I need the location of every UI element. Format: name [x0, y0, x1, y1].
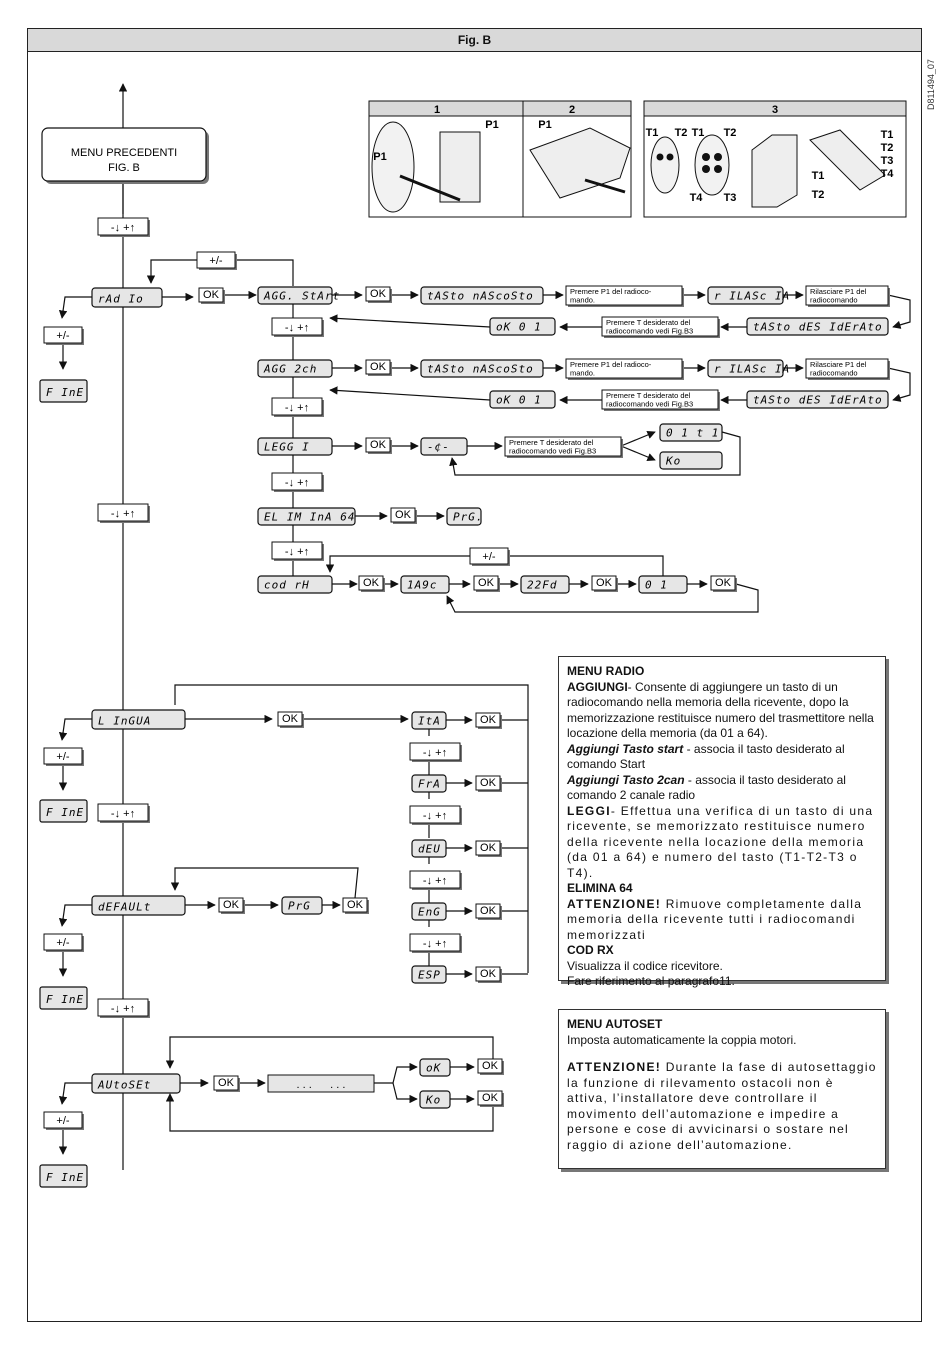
lingua-option-3-display: EnG [418, 905, 441, 919]
autoset-fine-branch [62, 1083, 92, 1104]
radio-fine-branch [62, 297, 92, 318]
nav-button-default: -↓ +↑ [110, 1003, 136, 1015]
remote4-button-4 [714, 165, 722, 173]
t1-label-a: T1 [645, 127, 659, 139]
cod-rx-plusminus: +/- [482, 551, 496, 563]
note-press-p1-2-line1: Premere P1 del radioco- [570, 360, 652, 369]
paragraph-keyword: COD RX [567, 943, 614, 957]
menu-radio-textbox [558, 656, 886, 988]
nav-button-leggi: -↓ +↑ [284, 477, 310, 489]
lingua-option-2-ok: OK [480, 842, 496, 854]
p1-label-remote: P1 [373, 151, 387, 163]
note-release-p1-line1: Rilasciare P1 del [810, 287, 867, 296]
t4-label-a: T4 [689, 192, 703, 204]
cod-rx-ok-2: OK [478, 577, 494, 589]
connector-line [621, 432, 655, 446]
note-release-p1-line2: radiocomando [810, 295, 858, 305]
lingua-option-0-display: ItA [418, 714, 441, 728]
leggi-display: LEGG I [264, 440, 310, 454]
nav-button-lingua-0: -↓ +↑ [422, 747, 448, 759]
lingua-fine-branch [62, 719, 92, 740]
lingua-ok: OK [282, 713, 298, 725]
remote4-button-1 [702, 153, 710, 161]
t4-label-d: T4 [880, 168, 894, 180]
tasto-desiderato-display: tAStо dES IdErAto [753, 320, 883, 334]
menu-radio-paragraph [567, 974, 877, 990]
radio-ok-button: OK [203, 289, 219, 301]
nav-button-lingua-1: -↓ +↑ [422, 810, 448, 822]
agg-start-ok: OK [370, 288, 386, 300]
paragraph-text: - Effettua una verifica di un tasto di una ricevente, se memorizzato restituisce numero della ricevente nella locazione della memoria (da 01 a 64) e numero del tasto (T1-T2-T3 o T4). [567, 803, 874, 880]
default-prg-display: PrG [288, 899, 311, 913]
lingua-option-2-display: dEU [418, 842, 441, 856]
elimina-prg-display: PrG. [453, 510, 484, 524]
autoset-ok-display: oK [426, 1061, 442, 1075]
default-menu-display: dEFAULt [98, 900, 152, 914]
radio-loop-right [235, 260, 293, 286]
autoset-ko-result-button: OK [482, 1092, 498, 1104]
paragraph-text: Rimuove completamente dalla memoria della ricevente tutti i radiocomandi memorizzati [567, 896, 863, 942]
nav-button-lingua-2: -↓ +↑ [422, 875, 448, 887]
autoset-menu-display: AUtoSEt [98, 1078, 152, 1092]
menu-radio-body [567, 680, 877, 990]
p1-label-1: P1 [485, 119, 499, 131]
menu-autoset-textbox [558, 1009, 886, 1169]
note-press-t-2-line2: radiocomando vedi Fig.B3 [606, 399, 694, 409]
lingua-menu-display: L InGUA [98, 714, 152, 728]
remote-illustration [372, 122, 414, 212]
remote-2button-illustration [651, 137, 679, 193]
autoset-ok: OK [218, 1077, 234, 1089]
paragraph-keyword: AGGIUNGI [567, 679, 628, 694]
figure-title: Fig. B [28, 29, 921, 52]
agg-2ch-return [330, 390, 490, 400]
note-press-t-3-line1: Premere T desiderato del [509, 438, 594, 447]
remote4-button-3 [702, 165, 710, 173]
autoset-plusminus: +/- [56, 1115, 70, 1127]
menu-radio-paragraph [567, 680, 877, 742]
nav-button-elimina: -↓ +↑ [284, 546, 310, 558]
default-fine-branch [62, 905, 92, 926]
paragraph-text: Visualizza il codice ricevitore. [567, 958, 723, 973]
elimina-ok: OK [395, 509, 411, 521]
nav-button-agg-start: -↓ +↑ [284, 322, 310, 334]
t3-label-d: T3 [880, 155, 894, 167]
radio-loop-left [151, 260, 197, 283]
leggi-ok: OK [370, 439, 386, 451]
tasto-desiderato-display-2: tAStо dES IdErAto [753, 393, 883, 407]
nav-button-lingua: -↓ +↑ [110, 808, 136, 820]
leggi-ok-display: 0 1 t 1 [666, 426, 720, 440]
lingua-loop [175, 685, 528, 973]
lingua-option-0-ok: OK [480, 714, 496, 726]
menu-radio-paragraph [567, 897, 877, 944]
cod-rx-2-display: 22Fd [527, 578, 558, 592]
document-code: D811494_07 [926, 59, 936, 110]
elimina-display: EL IM InA 64 [264, 510, 356, 524]
cod-rx-display: cod rH [264, 578, 310, 592]
paragraph-keyword: Aggiungi Tasto start [567, 741, 684, 756]
menu-radio-paragraph [567, 959, 877, 975]
menu-radio-paragraph [567, 943, 877, 959]
lingua-plusminus: +/- [56, 751, 70, 763]
paragraph-text: - associa il tasto desiderato al comando 2 canale radio [567, 772, 846, 802]
t1-label-b: T1 [691, 127, 705, 139]
leggi-ko-display: Ko [666, 454, 682, 468]
note-press-p1-2-line2: mando. [570, 368, 596, 378]
radio-menu-display: rAd Io [98, 292, 144, 306]
note-press-p1-line1: Premere P1 del radioco- [570, 287, 652, 296]
agg-start-return [330, 318, 490, 327]
paragraph-text: - Consente di aggiungere un tasto di un radiocomando nella memoria della ricevente, dopo la memorizzazione restituisce numero del trasmettitore nella locazione della memoria (da 01 a 64). [567, 679, 874, 740]
tasto-nascosto-display-2: tAStо nAScoSto [427, 362, 534, 376]
default-plusminus: +/- [56, 937, 70, 949]
t2-label-d: T2 [880, 142, 894, 154]
t3-label-a: T3 [723, 192, 737, 204]
lingua-option-3-ok: OK [480, 905, 496, 917]
agg-start-wrap [888, 295, 910, 327]
lingua-option-1-display: FrA [418, 777, 441, 791]
cod-rx-loop-right [508, 556, 663, 576]
note-release-p1-2-line1: Rilasciare P1 del [810, 360, 867, 369]
lingua-option-4-ok: OK [480, 968, 496, 980]
menu-radio-paragraph [567, 881, 877, 897]
menu-autoset-warning [567, 1060, 877, 1153]
panel-1-label: 1 [433, 104, 441, 116]
radio-plusminus-loop: +/- [209, 255, 223, 267]
note-release-p1-2-line2: radiocomando [810, 368, 858, 378]
panel-2-label: 2 [568, 104, 576, 116]
autoset-progress-display: . . . . . . [296, 1079, 346, 1091]
default-ok: OK [223, 899, 239, 911]
menu-radio-title: MENU RADIO [567, 664, 645, 678]
remote-side-illustration [752, 135, 797, 207]
tasto-nascosto-display: tAStо nAScoSto [427, 289, 534, 303]
attention-text: Durante la fase di autosettaggio la funzione di rilevamento ostacoli non è attiva, l’installatore deve controllare il movimento dell’automazione e impedire a persone e cose di avvicinarsi o sostare nel raggio di azione dell’automazione. [567, 1060, 877, 1152]
note-press-p1-line2: mando. [570, 295, 596, 305]
cod-rx-ok: OK [363, 577, 379, 589]
paragraph-keyword: LEGGI [567, 803, 611, 818]
paragraph-keyword: Aggiungi Tasto 2can [567, 772, 685, 787]
note-press-t-2-line1: Premere T desiderato del [606, 391, 691, 400]
menu-autoset-desc: Imposta automaticamente la coppia motori. [567, 1032, 797, 1047]
t1-label-c: T1 [811, 170, 825, 182]
nav-button-top: -↓ +↑ [110, 222, 136, 234]
default-ok-2: OK [347, 899, 363, 911]
connector-line [393, 1083, 417, 1099]
remote-button-t2 [667, 154, 674, 161]
panel-12-header [369, 101, 631, 116]
radio-plusminus: +/- [56, 330, 70, 342]
cod-rx-3-display: 0 1 [645, 578, 668, 592]
note-press-t-line2: radiocomando vedi Fig.B3 [606, 326, 694, 336]
remote-button-t1 [657, 154, 664, 161]
prev-menu-line1: MENU PRECEDENTI [70, 147, 178, 159]
menu-autoset-title: MENU AUTOSET [567, 1017, 663, 1031]
connector-line [621, 446, 655, 460]
autoset-fine-display: F InE [46, 1171, 85, 1184]
t1-label-d: T1 [880, 129, 894, 141]
connector-line [374, 1067, 417, 1083]
receiver-illustration [440, 132, 480, 202]
agg-2ch-wrap [888, 368, 910, 400]
agg-2ch-display: AGG 2ch [264, 362, 318, 376]
menu-radio-paragraph [567, 742, 877, 773]
autoset-ko-display: Ko [426, 1093, 442, 1107]
cod-rx-1-display: 1A9c [407, 578, 438, 592]
rilascia-display: r ILASc IA [714, 289, 791, 303]
paragraph-text: Fare riferimento al paragrafo11. [567, 974, 735, 988]
nav-button-lingua-3: -↓ +↑ [422, 938, 448, 950]
t2-label-a: T2 [674, 127, 688, 139]
cod-rx-ok-3: OK [596, 577, 612, 589]
remote4-button-2 [714, 153, 722, 161]
ok-01-display-2: oK 0 1 [496, 393, 542, 407]
t2-label-b: T2 [723, 127, 737, 139]
cod-rx-ok-4: OK [715, 577, 731, 589]
lingua-fine-display: F InE [46, 806, 85, 819]
radio-fine-display: F InE [46, 386, 85, 399]
note-press-t-3-line2: radiocomando vedi Fig.B3 [509, 446, 597, 456]
cod-rx-loop-left [330, 556, 470, 572]
panel-3-label: 3 [771, 104, 779, 116]
p1-label-2: P1 [538, 119, 552, 131]
paragraph-text: - associa il tasto desiderato al comando Start [567, 741, 845, 771]
prev-menu-line2: FIG. B [108, 162, 140, 174]
default-loop [175, 868, 358, 898]
paragraph-keyword: ATTENZIONE! [567, 896, 662, 911]
nav-button-radio: -↓ +↑ [110, 508, 136, 520]
t2-label-c: T2 [811, 189, 825, 201]
nav-button-agg-2ch: -↓ +↑ [284, 402, 310, 414]
agg-start-display: AGG. StArt [264, 289, 341, 303]
autoset-ok-result-button: OK [482, 1060, 498, 1072]
menu-radio-paragraph [567, 773, 877, 804]
rilascia-display-2: r ILASc IA [714, 362, 791, 376]
default-fine-display: F InE [46, 993, 85, 1006]
leggi-wait-display: -¢- [427, 440, 450, 454]
lingua-option-4-display: ESP [418, 968, 441, 982]
menu-radio-paragraph [567, 804, 877, 882]
ok-01-display: oK 0 1 [496, 320, 542, 334]
paragraph-keyword: ELIMINA 64 [567, 881, 633, 895]
note-press-t-line1: Premere T desiderato del [606, 318, 691, 327]
attention-label: ATTENZIONE! [567, 1060, 662, 1074]
agg-2ch-ok: OK [370, 361, 386, 373]
lingua-option-1-ok: OK [480, 777, 496, 789]
remote-4button-illustration [695, 135, 729, 195]
